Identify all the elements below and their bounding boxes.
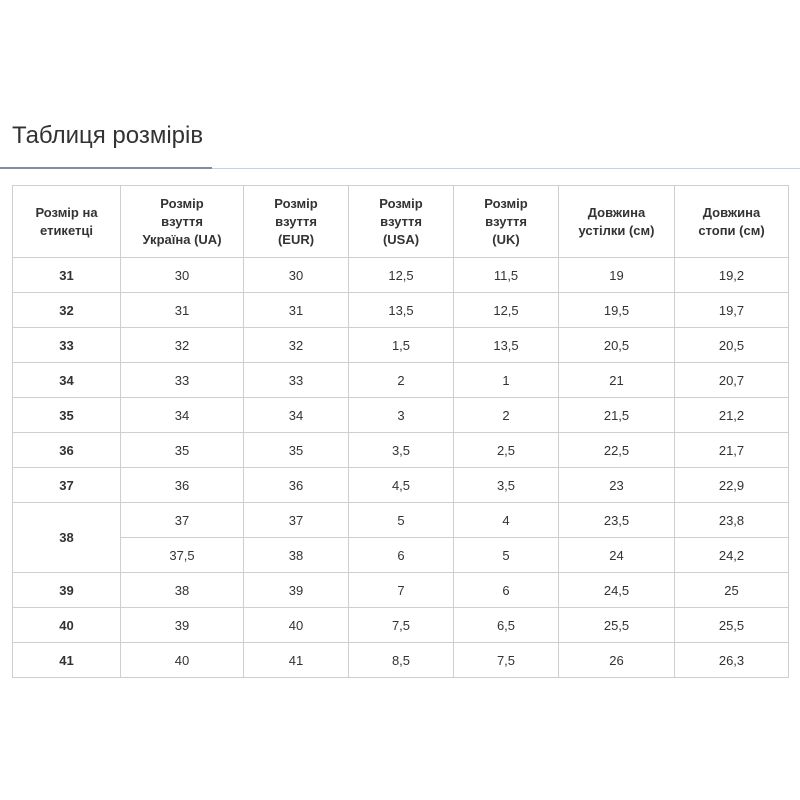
table-cell: 19,7: [675, 293, 789, 328]
size-label-cell: 32: [13, 293, 121, 328]
table-cell: 36: [121, 468, 244, 503]
table-row: [13, 363, 789, 398]
table-cell: 21,5: [559, 398, 675, 433]
size-label-cell: 34: [13, 363, 121, 398]
table-cell: 3,5: [454, 468, 559, 503]
title-accent-bar: [0, 167, 212, 169]
table-cell: 6,5: [454, 608, 559, 643]
table-row: [13, 643, 789, 678]
table-cell: 8,5: [349, 643, 454, 678]
table-row: [13, 258, 789, 293]
header-uk-size: Розмір взуття (UK): [454, 186, 559, 258]
table-cell: 13,5: [349, 293, 454, 328]
table-cell: 35: [244, 433, 349, 468]
table-cell: 2,5: [454, 433, 559, 468]
table-cell: 6: [349, 538, 454, 573]
table-cell: 37,5: [121, 538, 244, 573]
table-cell: 34: [121, 398, 244, 433]
table-cell: 6: [454, 573, 559, 608]
table-cell: 39: [121, 608, 244, 643]
table-cell: 21,7: [675, 433, 789, 468]
table-cell: 11,5: [454, 258, 559, 293]
table-cell: 3: [349, 398, 454, 433]
table-cell: 19,2: [675, 258, 789, 293]
table-cell: 25: [675, 573, 789, 608]
header-usa-size: Розмір взуття (USA): [349, 186, 454, 258]
table-cell: 33: [121, 363, 244, 398]
table-cell: 26: [559, 643, 675, 678]
table-row: [13, 538, 789, 573]
table-cell: 37: [121, 503, 244, 538]
table-cell: 23,8: [675, 503, 789, 538]
table-row: [13, 608, 789, 643]
table-body: [13, 258, 789, 678]
page-title: Таблиця розмірів: [12, 122, 204, 149]
table-cell: 20,5: [675, 328, 789, 363]
table-cell: 37: [244, 503, 349, 538]
table-header-row: [13, 186, 789, 258]
table-cell: 40: [121, 643, 244, 678]
table-cell: 26,3: [675, 643, 789, 678]
table-cell: 22,9: [675, 468, 789, 503]
header-insole-length: Довжина устілки (см): [559, 186, 675, 258]
table-cell: 3,5: [349, 433, 454, 468]
table-cell: 1: [454, 363, 559, 398]
table-cell: 1,5: [349, 328, 454, 363]
table-cell: 30: [121, 258, 244, 293]
table-cell: 22,5: [559, 433, 675, 468]
table-cell: 33: [244, 363, 349, 398]
table-cell: 7,5: [349, 608, 454, 643]
table-cell: 4,5: [349, 468, 454, 503]
table-cell: 2: [454, 398, 559, 433]
table-row: [13, 433, 789, 468]
table-cell: 19,5: [559, 293, 675, 328]
table-cell: 38: [121, 573, 244, 608]
table-row: [13, 398, 789, 433]
table-cell: 13,5: [454, 328, 559, 363]
table-cell: 34: [244, 398, 349, 433]
size-chart-table: [12, 185, 789, 678]
table-cell: 4: [454, 503, 559, 538]
table-cell: 23,5: [559, 503, 675, 538]
size-label-cell: 37: [13, 468, 121, 503]
table-cell: 21: [559, 363, 675, 398]
table-cell: 36: [244, 468, 349, 503]
table-cell: 7: [349, 573, 454, 608]
table-cell: 35: [121, 433, 244, 468]
size-label-cell: 36: [13, 433, 121, 468]
table-cell: 24: [559, 538, 675, 573]
header-eur-size: Розмір взуття (EUR): [244, 186, 349, 258]
table-cell: 5: [454, 538, 559, 573]
table-cell: 7,5: [454, 643, 559, 678]
table-cell: 19: [559, 258, 675, 293]
size-label-cell: 35: [13, 398, 121, 433]
table-cell: 2: [349, 363, 454, 398]
table-cell: 39: [244, 573, 349, 608]
size-label-cell: 39: [13, 573, 121, 608]
table-cell: 40: [244, 608, 349, 643]
table-cell: 25,5: [675, 608, 789, 643]
table-cell: 31: [121, 293, 244, 328]
size-label-cell: 33: [13, 328, 121, 363]
header-label-size: Розмір на етикетці: [13, 186, 121, 258]
table-row: [13, 468, 789, 503]
size-label-cell: 41: [13, 643, 121, 678]
size-label-cell: 31: [13, 258, 121, 293]
table-cell: 12,5: [349, 258, 454, 293]
table-cell: 25,5: [559, 608, 675, 643]
size-label-cell: 38: [13, 503, 121, 573]
table-cell: 31: [244, 293, 349, 328]
table-cell: 24,5: [559, 573, 675, 608]
table-cell: 24,2: [675, 538, 789, 573]
table-cell: 30: [244, 258, 349, 293]
table-cell: 20,5: [559, 328, 675, 363]
size-label-cell: 40: [13, 608, 121, 643]
table-cell: 5: [349, 503, 454, 538]
table-cell: 23: [559, 468, 675, 503]
table-cell: 12,5: [454, 293, 559, 328]
table-cell: 32: [244, 328, 349, 363]
table-cell: 38: [244, 538, 349, 573]
table-row: [13, 573, 789, 608]
table-row: [13, 503, 789, 538]
header-ua-size: Розмір взуття Україна (UA): [121, 186, 244, 258]
table-row: [13, 293, 789, 328]
header-foot-length: Довжина стопи (см): [675, 186, 789, 258]
table-cell: 41: [244, 643, 349, 678]
table-cell: 32: [121, 328, 244, 363]
table-cell: 21,2: [675, 398, 789, 433]
table-row: [13, 328, 789, 363]
table-cell: 20,7: [675, 363, 789, 398]
